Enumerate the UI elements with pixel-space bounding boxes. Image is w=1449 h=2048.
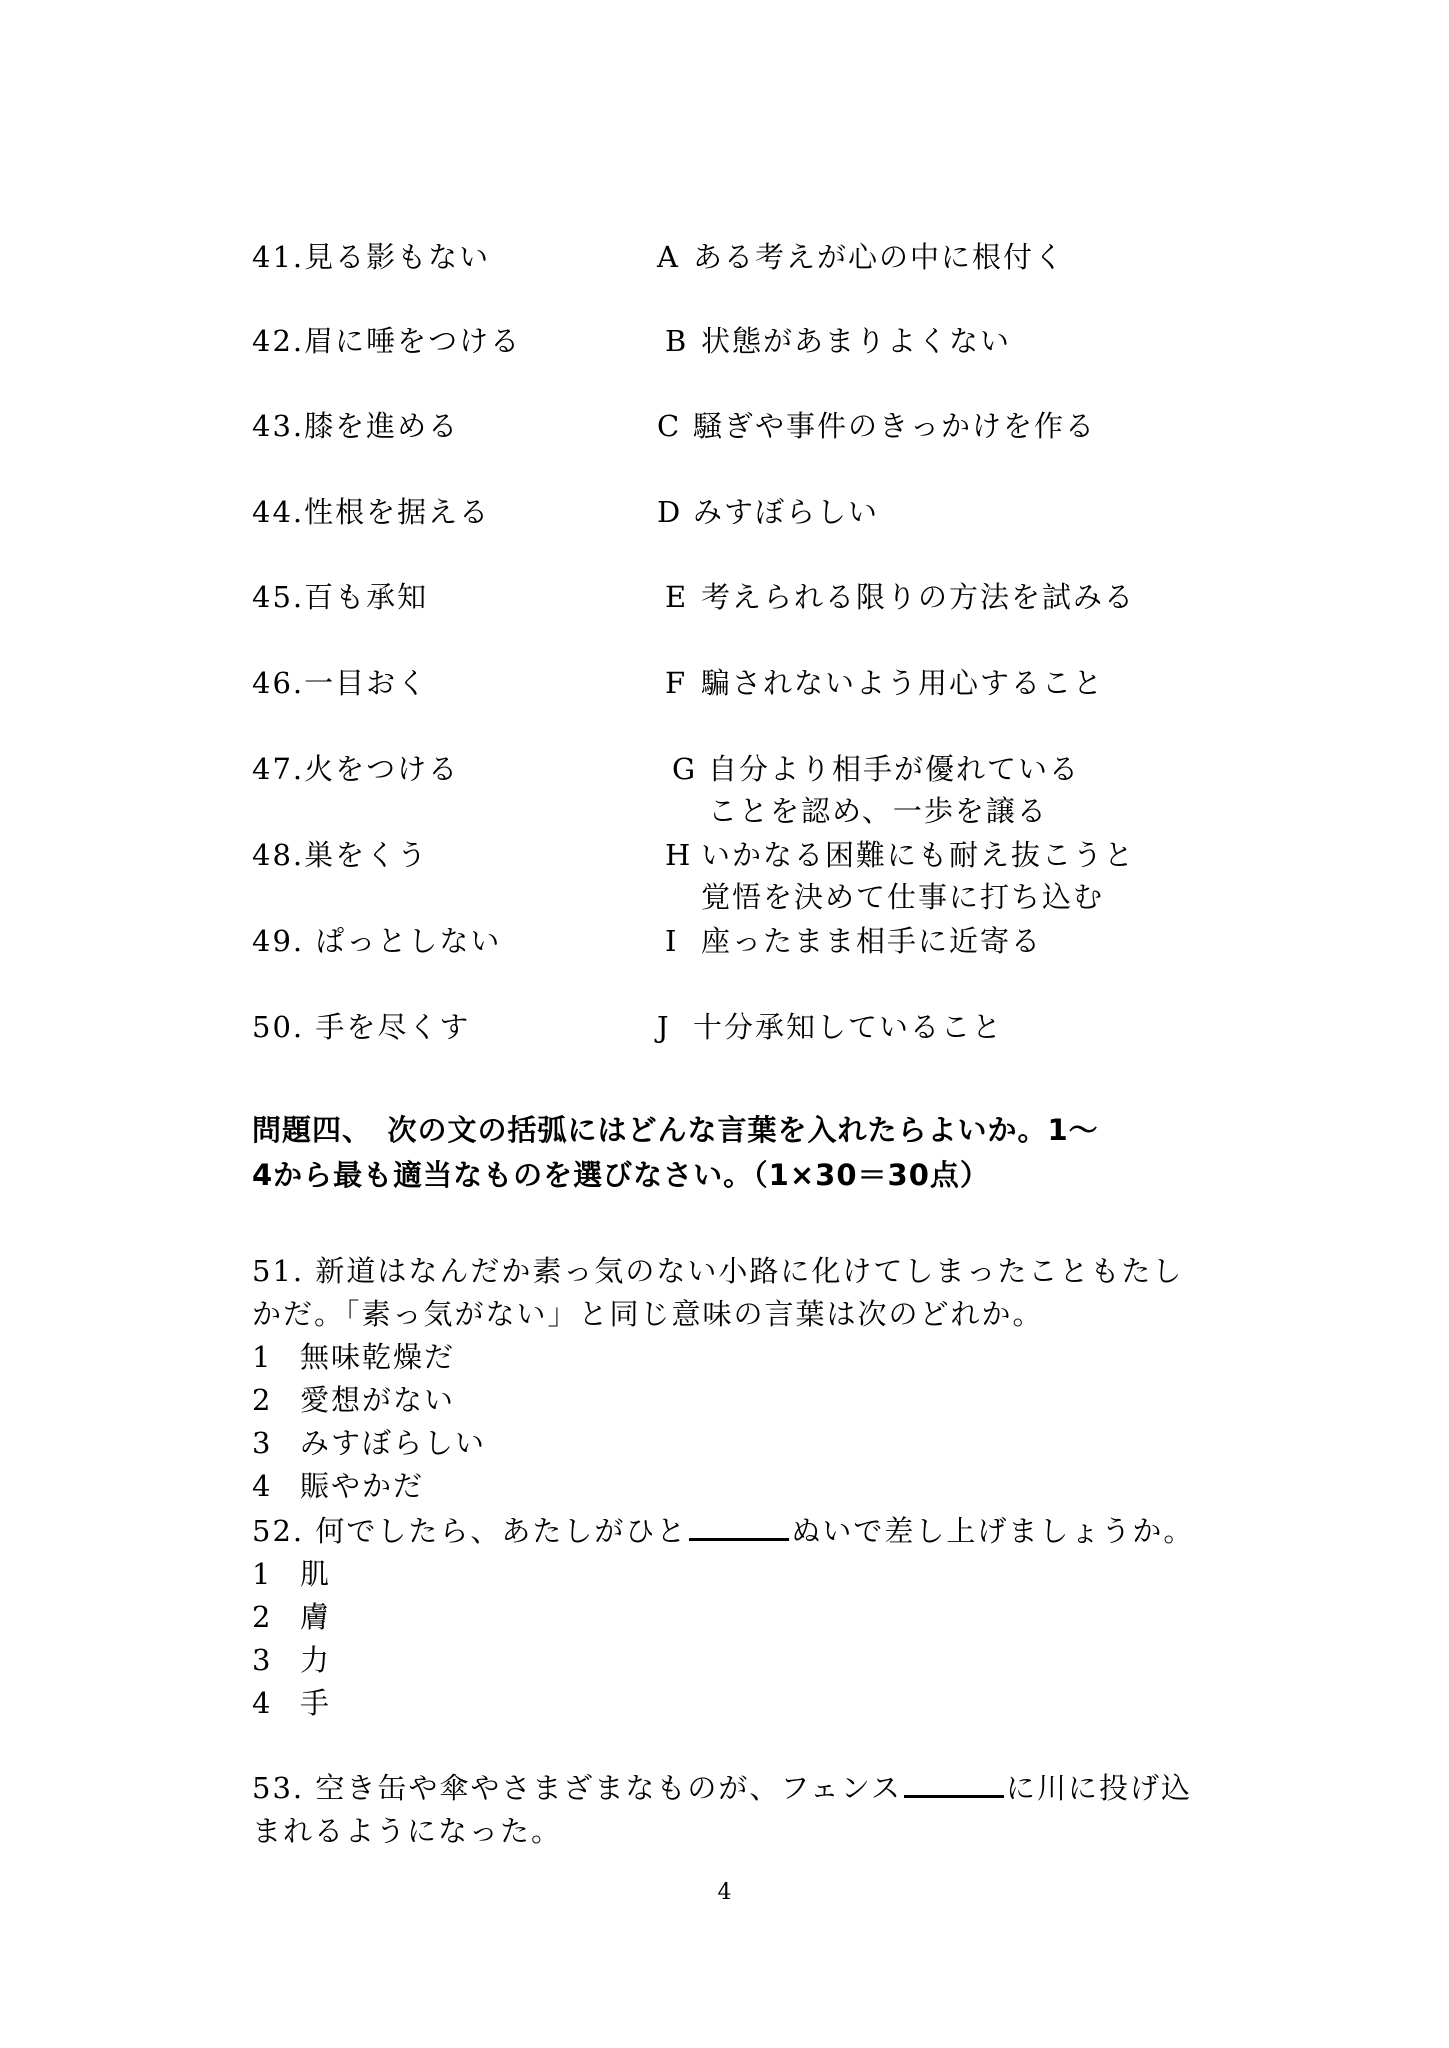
- meaning-item: [672, 748, 1080, 832]
- answer-option[interactable]: [252, 1465, 1212, 1508]
- meaning-letter: B: [665, 324, 689, 358]
- answer-option[interactable]: [252, 1422, 1212, 1465]
- question-text: ぬいで差し上げましょうか。: [791, 1514, 1195, 1548]
- answer-blank: [689, 1508, 789, 1541]
- meaning-text: 考えられる限りの方法を試みる: [701, 580, 1136, 614]
- item-number: 47.: [252, 752, 305, 786]
- meaning-text: 十分承知していること: [693, 1010, 1004, 1044]
- page-number: 4: [717, 1880, 732, 1905]
- question-53: [252, 1765, 1212, 1853]
- matching-row: [252, 920, 1252, 1000]
- question-text: に川に投げ込まれるようになった。: [252, 1771, 1193, 1848]
- question-stem: [252, 1508, 1212, 1553]
- meaning-letter: E: [665, 580, 689, 614]
- idiom-item: [252, 748, 459, 790]
- meaning-item: [657, 491, 879, 533]
- matching-row: [252, 320, 1252, 400]
- meaning-text: みすぼらしい: [693, 495, 880, 529]
- idiom-text: 眉に唾をつける: [304, 324, 522, 358]
- item-number: 42.: [252, 324, 305, 358]
- option-text: 無味乾燥だ: [300, 1340, 456, 1374]
- meaning-text: 自分より相手が優れている: [708, 752, 1081, 786]
- meaning-text: 状態があまりよくない: [701, 324, 1012, 358]
- answer-options: [252, 1336, 1212, 1508]
- meaning-item: [657, 405, 1096, 447]
- idiom-item: [252, 405, 459, 447]
- option-text: 手: [300, 1686, 332, 1720]
- answer-option[interactable]: [252, 1336, 1212, 1379]
- meaning-text: 騙されないよう用心すること: [701, 666, 1105, 700]
- idiom-item: [252, 834, 428, 876]
- meaning-text: いかなる困難にも耐え抜こうと: [701, 838, 1136, 872]
- idiom-item: [252, 920, 501, 962]
- option-number: 1: [252, 1557, 273, 1591]
- question-stem: [252, 1765, 1212, 1853]
- idiom-text: 火をつける: [304, 752, 460, 786]
- item-number: 44.: [252, 495, 305, 529]
- option-number: 2: [252, 1600, 273, 1634]
- meaning-text-continued: ことを認め、一歩を譲る: [708, 794, 1048, 828]
- option-text: みすぼらしい: [300, 1426, 487, 1460]
- matching-row: [252, 491, 1252, 571]
- idiom-text: ぱっとしない: [304, 924, 502, 958]
- question-text: 空き缶や傘やさまざまなものが、フェンス: [315, 1771, 903, 1805]
- question-51: [252, 1250, 1212, 1508]
- matching-row: [252, 405, 1252, 485]
- option-number: 3: [252, 1643, 273, 1677]
- question-stem: [252, 1250, 1212, 1336]
- option-number: 4: [252, 1469, 273, 1503]
- answer-option[interactable]: [252, 1379, 1212, 1422]
- section-heading-line: 4から最も適当なものを選びなさい。（1×30＝30点）: [252, 1158, 990, 1192]
- meaning-item: [657, 1006, 1003, 1048]
- option-text: 力: [300, 1643, 332, 1677]
- meaning-letter: F: [665, 666, 688, 700]
- meaning-text: 座ったまま相手に近寄る: [701, 924, 1043, 958]
- option-number: 2: [252, 1383, 273, 1417]
- idiom-text: 一目おく: [304, 666, 429, 700]
- meaning-item: [665, 920, 1042, 962]
- idiom-item: [252, 320, 521, 362]
- idiom-text: 手を尽くす: [304, 1010, 471, 1044]
- matching-row: [252, 748, 1252, 828]
- meaning-item: [657, 236, 1065, 278]
- option-number: 1: [252, 1340, 273, 1374]
- item-number: 50.: [252, 1010, 305, 1044]
- section-heading-line: 問題四、 次の文の括弧にはどんな言葉を入れたらよいか。1～: [252, 1113, 1099, 1147]
- meaning-letter: C: [657, 409, 682, 443]
- answer-blank: [904, 1765, 1004, 1798]
- meaning-item: [665, 834, 1135, 918]
- answer-option[interactable]: [252, 1639, 1212, 1682]
- meaning-letter: D: [657, 495, 683, 529]
- item-number: 48.: [252, 838, 305, 872]
- answer-option[interactable]: [252, 1682, 1212, 1725]
- matching-row: [252, 662, 1252, 742]
- option-number: 3: [252, 1426, 273, 1460]
- option-text: 肌: [300, 1557, 332, 1591]
- question-number: 52.: [252, 1514, 305, 1548]
- meaning-letter: J: [657, 1010, 671, 1044]
- meaning-item: [665, 662, 1104, 704]
- option-text: 愛想がない: [300, 1383, 456, 1417]
- matching-row: [252, 1006, 1252, 1086]
- answer-options: [252, 1553, 1212, 1725]
- meaning-item: [665, 576, 1135, 618]
- idiom-item: [252, 236, 490, 278]
- option-text: 賑やかだ: [300, 1469, 425, 1503]
- meaning-letter: A: [657, 240, 680, 274]
- question-52: [252, 1508, 1212, 1725]
- item-number: 41.: [252, 240, 305, 274]
- meaning-text: ある考えが心の中に根付く: [693, 240, 1066, 274]
- section-heading: [252, 1108, 1212, 1198]
- item-number: 49.: [252, 924, 305, 958]
- option-text: 膚: [300, 1600, 332, 1634]
- matching-row: [252, 834, 1252, 914]
- meaning-letter: H: [665, 838, 693, 872]
- meaning-text-continued: 覚悟を決めて仕事に打ち込む: [701, 880, 1105, 914]
- idiom-text: 膝を進める: [304, 409, 460, 443]
- idiom-item: [252, 1006, 470, 1048]
- meaning-item: [665, 320, 1011, 362]
- matching-row: [252, 576, 1252, 656]
- idiom-item: [252, 576, 428, 618]
- meaning-text: 騒ぎや事件のきっかけを作る: [693, 409, 1097, 443]
- item-number: 45.: [252, 580, 305, 614]
- item-number: 43.: [252, 409, 305, 443]
- idiom-text: 性根を据える: [304, 495, 491, 529]
- option-number: 4: [252, 1686, 273, 1720]
- idiom-item: [252, 491, 490, 533]
- item-number: 46.: [252, 666, 305, 700]
- question-text: 新道はなんだか素っ気のない小路に化けてしまったこともたしかだ。「素っ気がない」と同じ意味の言葉は次のどれか。: [252, 1254, 1184, 1331]
- idiom-item: [252, 662, 428, 704]
- idiom-text: 百も承知: [304, 580, 429, 614]
- question-number: 51.: [252, 1254, 305, 1288]
- idiom-text: 巣をくう: [304, 838, 429, 872]
- meaning-letter: G: [672, 752, 698, 786]
- question-number: 53.: [252, 1771, 305, 1805]
- question-text: 何でしたら、あたしがひと: [315, 1514, 688, 1548]
- meaning-letter: I: [665, 924, 679, 958]
- answer-option[interactable]: [252, 1596, 1212, 1639]
- matching-row: [252, 236, 1252, 316]
- idiom-text: 見る影もない: [304, 240, 491, 274]
- answer-option[interactable]: [252, 1553, 1212, 1596]
